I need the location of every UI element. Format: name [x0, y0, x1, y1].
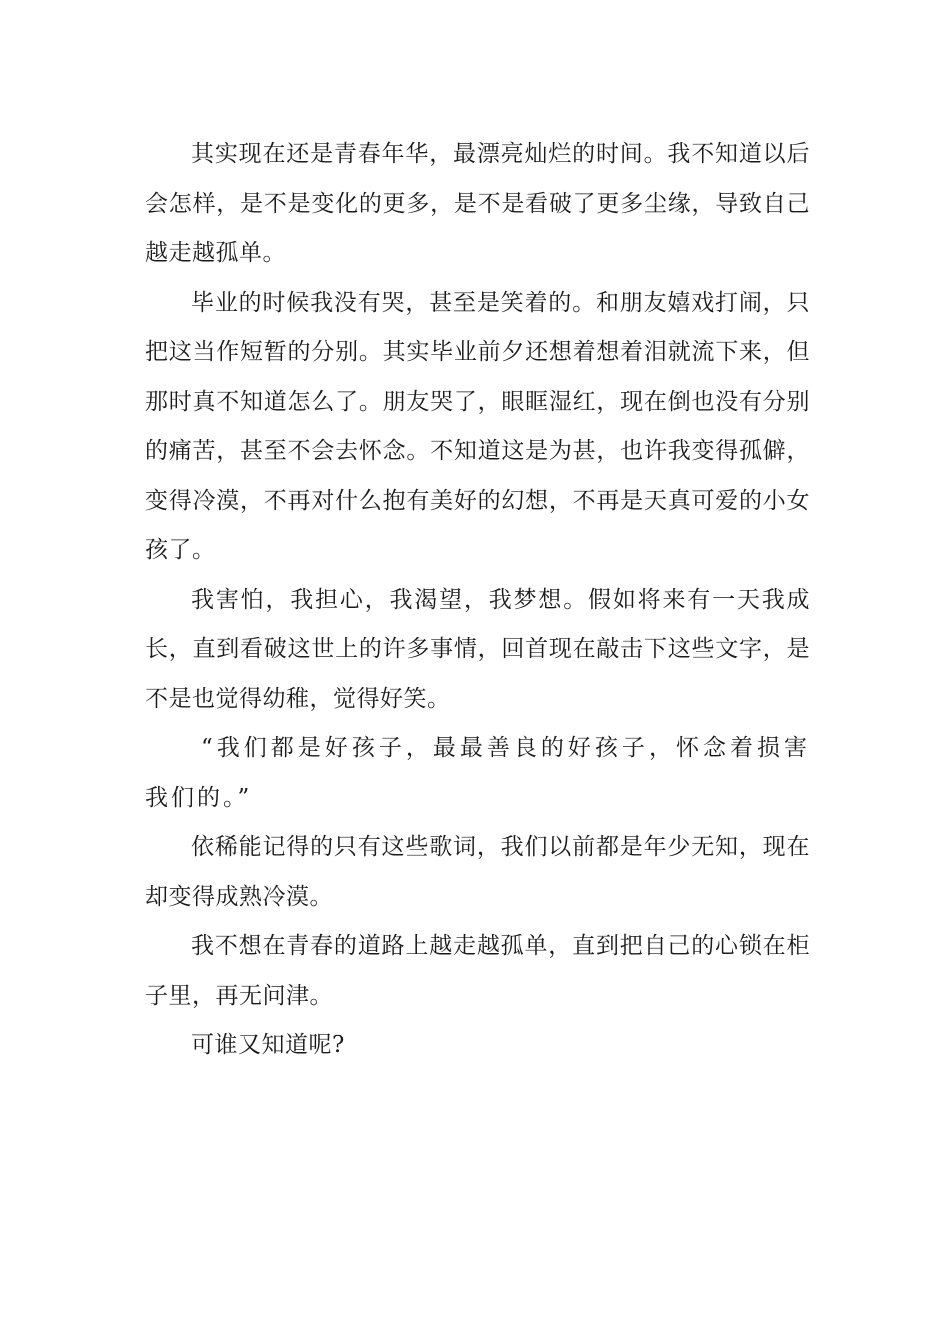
- paragraph-2: 毕业的时候我没有哭，甚至是笑着的。和朋友嬉戏打闹，只把这当作短暂的分别。其实毕业前夕还想着想着泪就流下来，但那时真不知道怎么了。朋友哭了，眼眶湿红，现在倒也没有分别的痛苦，甚至不会去怀念。不知道这是为甚，也许我变得孤僻，变得冷漠，不再对什么抱有美好的幻想，不再是天真可爱的小女孩了。: [145, 289, 810, 563]
- paragraph-5: 依稀能记得的只有这些歌词，我们以前都是年少无知，现在却变得成熟冷漠。: [145, 834, 810, 910]
- paragraph-4-lyric-quote: “我们都是好孩子，最最善良的好孩子，怀念着损害我们的。”: [145, 735, 810, 811]
- paragraph-7: 可谁又知道呢?: [191, 1032, 345, 1058]
- paragraph-3: 我害怕，我担心，我渴望，我梦想。假如将来有一天我成长，直到看破这世上的许多事情，回首现在敲击下这些文字，是不是也觉得幼稚，觉得好笑。: [145, 586, 810, 712]
- paragraph-6: 我不想在青春的道路上越走越孤单，直到把自己的心锁在柜子里，再无问津。: [145, 933, 810, 1009]
- paragraph-1: 其实现在还是青春年华，最漂亮灿烂的时间。我不知道以后会怎样，是不是变化的更多，是不是看破了更多尘缘，导致自己越走越孤单。: [145, 141, 810, 266]
- document-body: [145, 130, 810, 1071]
